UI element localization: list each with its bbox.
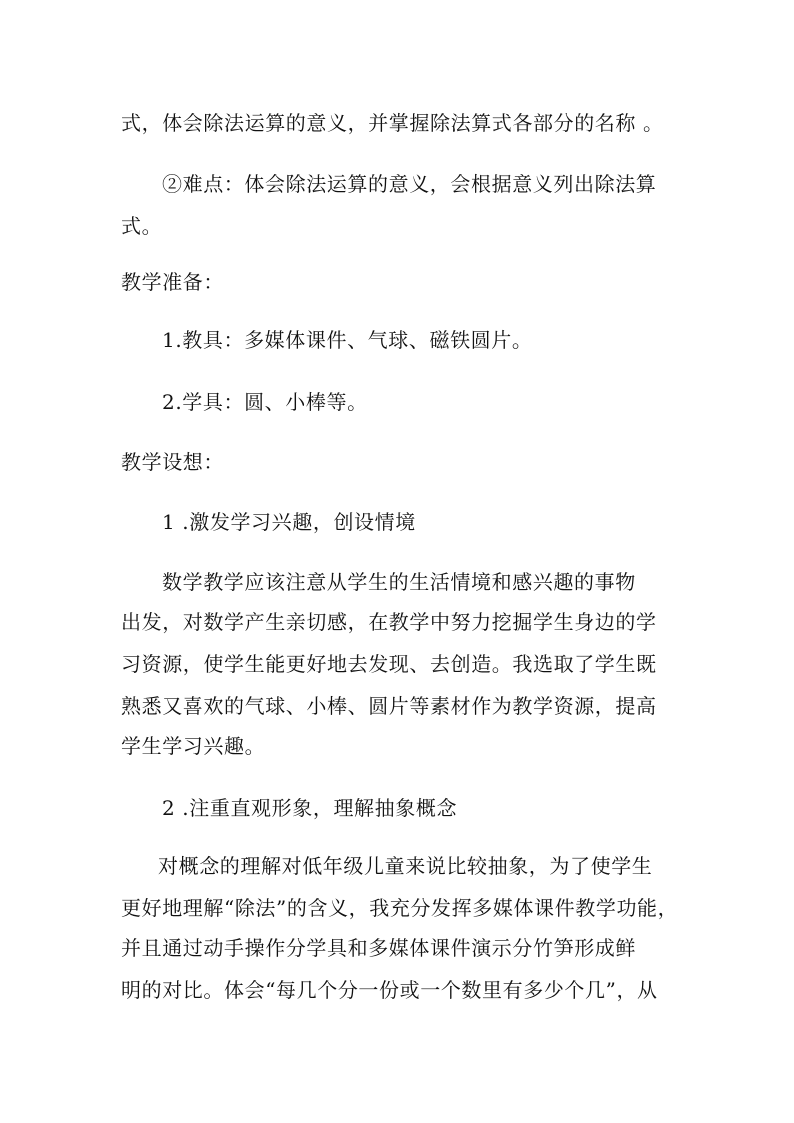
text-line: 式，体会除法运算的意义，并掌握除法算式各部分的名称 。: [121, 111, 664, 135]
section-heading: 教学准备：: [121, 270, 224, 294]
text-line: 对概念的理解对低年级儿童来说比较抽象，为了使学生: [158, 854, 653, 878]
list-item: 2.学具：圆、小棒等。: [162, 390, 368, 414]
text-line: 出发，对数学产生亲切感，在教学中努力挖掘学生身边的学: [121, 610, 657, 634]
text-line: 学生学习兴趣。: [121, 734, 266, 758]
subheading: 2 .注重直观形象，理解抽象概念: [162, 796, 458, 820]
subheading: 1 .激发学习兴趣，创设情境: [162, 510, 416, 534]
list-item: 1.教具：多媒体课件、气球、磁铁圆片。: [162, 328, 533, 352]
text-line: 明的对比。体会“每几个分一份或一个数里有多少个几”，从: [121, 978, 658, 1002]
text-line: 式。: [121, 214, 163, 238]
text-line: 数学教学应该注意从学生的生活情境和感兴趣的事物: [162, 570, 636, 594]
text-line: ②难点：体会除法运算的意义，会根据意义列出除法算: [162, 172, 657, 196]
text-line: 习资源，使学生能更好地去发现、去创造。我选取了学生既: [121, 652, 657, 676]
text-line: 熟悉又喜欢的气球、小棒、圆片等素材作为教学资源，提高: [121, 694, 657, 718]
text-line: 更好地理解“除法”的含义，我充分发挥多媒体课件教学功能，: [121, 896, 679, 920]
text-line: 并且通过动手操作分学具和多媒体课件演示分竹笋形成鲜: [121, 936, 636, 960]
section-heading: 教学设想：: [121, 450, 224, 474]
